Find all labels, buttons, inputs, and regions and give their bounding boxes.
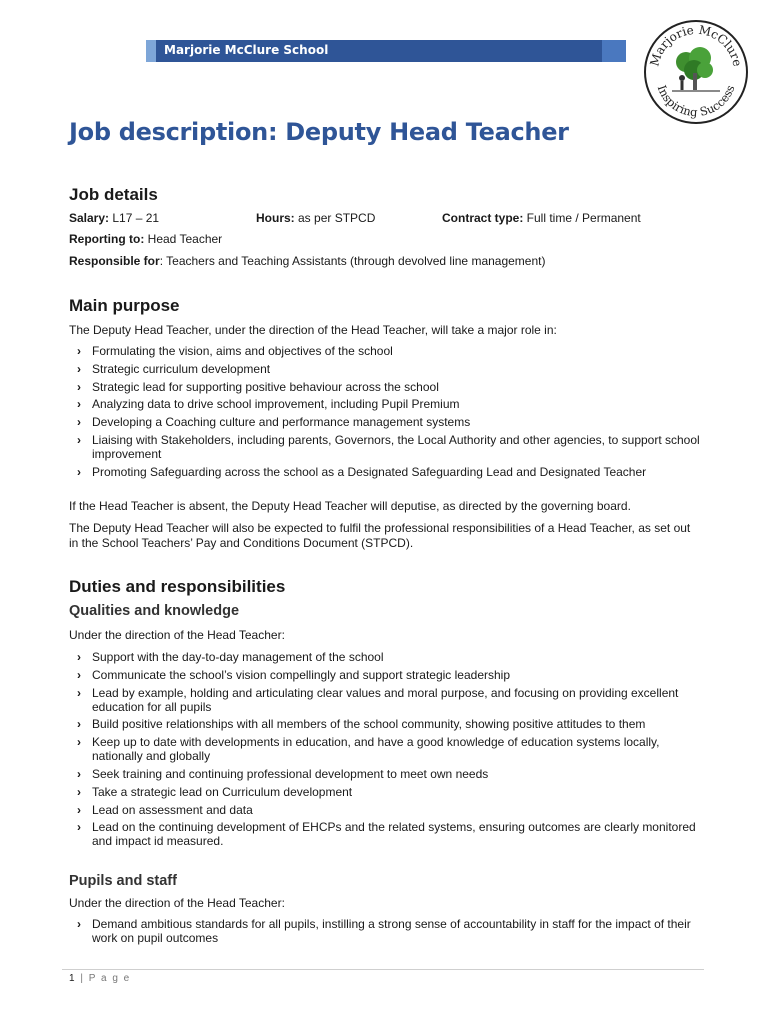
hours-line (256, 211, 375, 226)
list-item: › Build positive relationships with all members of the school community, showing positive attitudes to them (77, 717, 646, 732)
responsible-value: : Teachers and Teaching Assistants (through devolved line management) (159, 254, 546, 268)
reporting-label: Reporting to: (69, 232, 145, 246)
school-name: Marjorie McClure School (164, 43, 329, 57)
contract-line (442, 211, 641, 226)
list-item: › Demand ambitious standards for all pupils, instilling a strong sense of accountability in staff for the impact of their work on pupil outcomes (77, 917, 691, 945)
reporting-value: Head Teacher (144, 232, 223, 246)
list-item: › Keep up to date with developments in education, and have a good knowledge of education systems locally, nationally and globally (77, 735, 660, 764)
contract-label: Contract type: (442, 211, 524, 225)
pupils-staff-list (77, 917, 707, 949)
chevron-right-icon: › (77, 361, 81, 376)
list-item: › Strategic curriculum development (77, 361, 271, 376)
qualities-intro: Under the direction of the Head Teacher: (69, 628, 285, 642)
banner-accent-left (146, 40, 156, 62)
chevron-right-icon: › (77, 415, 81, 430)
list-item: › Lead by example, holding and articulating clear values and moral purpose, and focusing on providing excellent education for all pupils (77, 685, 679, 714)
chevron-right-icon: › (77, 379, 81, 394)
chevron-right-icon: › (77, 432, 81, 447)
footer-divider (62, 969, 704, 970)
job-details-heading: Job details (69, 185, 158, 204)
main-purpose-intro: The Deputy Head Teacher, under the direction of the Head Teacher, will take a major role in: (69, 323, 557, 337)
page-label: | P a g e (76, 973, 131, 984)
salary-label: Salary: (69, 211, 110, 225)
main-purpose-list (77, 344, 707, 483)
list-item: › Take a strategic lead on Curriculum development (77, 784, 353, 799)
header-banner (146, 40, 626, 62)
responsible-label: Responsible for (69, 254, 160, 268)
page-footer (69, 973, 131, 984)
svg-text:Marjorie McClure: Marjorie McClure (647, 22, 745, 68)
contract-value: Full time / Permanent (523, 211, 641, 225)
list-item: › Seek training and continuing professional development to meet own needs (77, 766, 489, 781)
svg-text:Inspiring Success: Inspiring Success (654, 83, 738, 120)
chevron-right-icon: › (77, 717, 81, 732)
main-purpose-heading: Main purpose (69, 296, 180, 315)
school-logo (642, 18, 750, 126)
reporting-line (69, 232, 222, 247)
chevron-right-icon: › (77, 650, 81, 664)
salary-value: L17 – 21 (109, 211, 160, 225)
salary-line (69, 211, 159, 226)
list-item: › Liaising with Stakeholders, including parents, Governors, the Local Authority and other agencies, to support school improvement (77, 432, 700, 461)
hours-label: Hours: (256, 211, 295, 225)
page-number: 1 (69, 973, 77, 984)
chevron-right-icon: › (77, 397, 81, 412)
list-item: › Support with the day-to-day management of the school (77, 650, 384, 664)
chevron-right-icon: › (77, 917, 81, 931)
chevron-right-icon: › (77, 820, 81, 835)
chevron-right-icon: › (77, 766, 81, 781)
list-item: › Formulating the vision, aims and objectives of the school (77, 344, 393, 358)
chevron-right-icon: › (77, 784, 81, 799)
list-item: › Developing a Coaching culture and performance management systems (77, 415, 471, 430)
responsible-line (69, 254, 545, 269)
duties-heading: Duties and responsibilities (69, 577, 286, 596)
list-item: › Lead on assessment and data (77, 802, 253, 817)
list-item: › Lead on the continuing development of EHCPs and the related systems, ensuring outcomes are clearly monitored and impact id measured. (77, 820, 696, 849)
banner-accent-right (602, 40, 626, 62)
chevron-right-icon: › (77, 802, 81, 817)
list-item: › Promoting Safeguarding across the school as a Designated Safeguarding Lead and Designated Teacher (77, 464, 647, 479)
deputise-paragraph: If the Head Teacher is absent, the Deputy Head Teacher will deputise, as directed by the governing board. (69, 499, 631, 513)
pupils-staff-intro: Under the direction of the Head Teacher: (69, 896, 285, 910)
chevron-right-icon: › (77, 685, 81, 700)
hours-value: as per STPCD (294, 211, 376, 225)
qualities-heading: Qualities and knowledge (69, 603, 240, 619)
responsibilities-paragraph: The Deputy Head Teacher will also be expected to fulfil the professional responsibilities of a Head Teacher, as set out in the School Teachers’ Pay and Conditions Document (STPCD). (69, 521, 691, 550)
list-item: › Strategic lead for supporting positive behaviour across the school (77, 379, 439, 394)
page-title: Job description: Deputy Head Teacher (69, 118, 569, 146)
list-item: › Analyzing data to drive school improvement, including Pupil Premium (77, 397, 460, 412)
pupils-staff-heading: Pupils and staff (69, 873, 177, 889)
chevron-right-icon: › (77, 464, 81, 479)
list-item: › Communicate the school’s vision compellingly and support strategic leadership (77, 667, 510, 682)
chevron-right-icon: › (77, 735, 81, 750)
chevron-right-icon: › (77, 667, 81, 682)
chevron-right-icon: › (77, 344, 81, 358)
qualities-list (77, 650, 707, 852)
